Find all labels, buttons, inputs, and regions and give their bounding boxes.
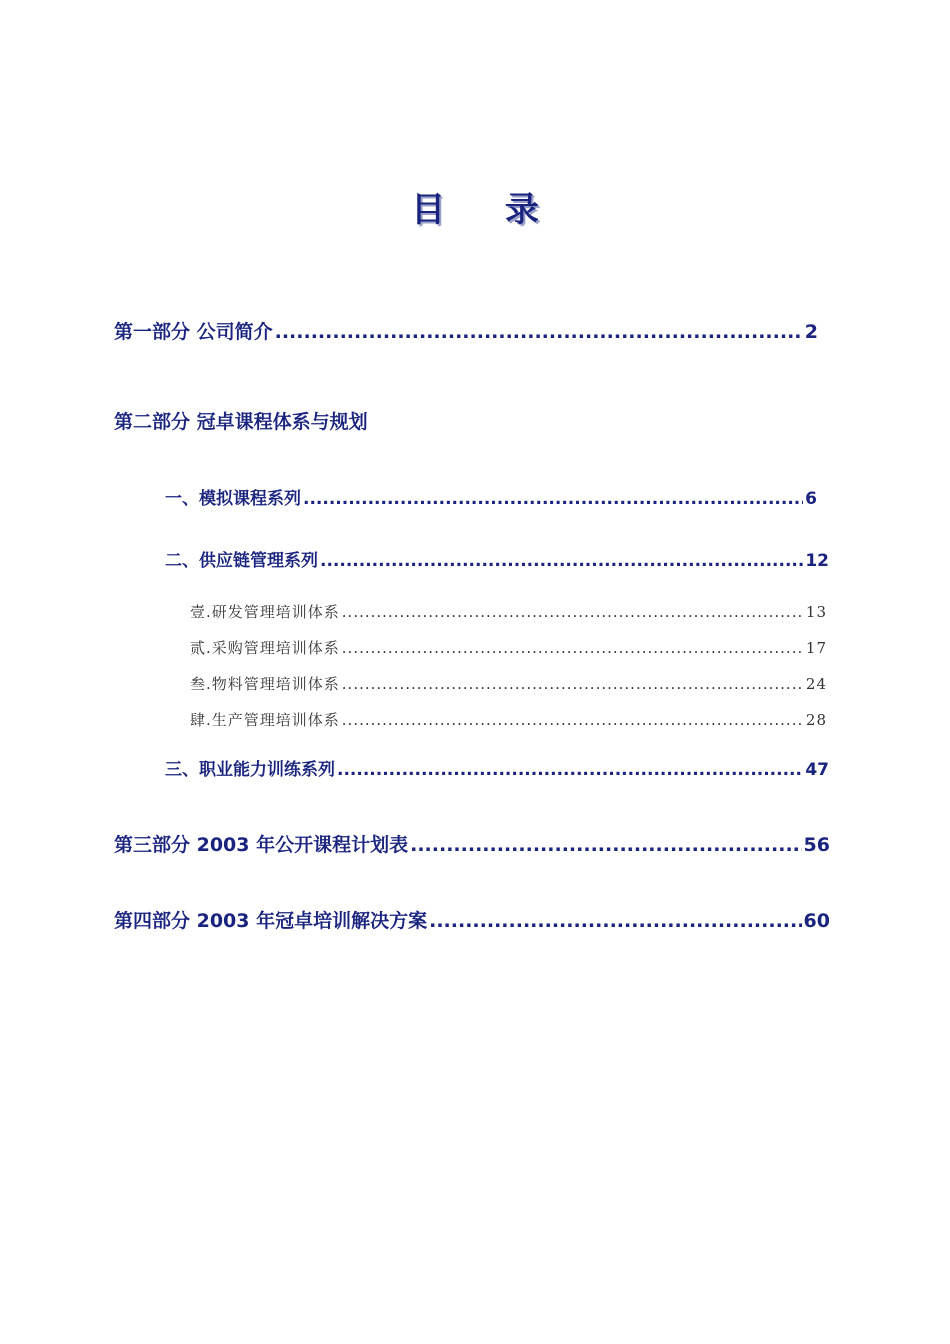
toc-entry-section2[interactable] [165,551,829,571]
toc-label: 贰.采购管理培训体系 [190,639,340,657]
toc-label: 肆.生产管理培训体系 [190,711,340,729]
page-title: 目 录 [411,190,563,230]
toc-entry-part4[interactable] [114,910,830,933]
toc-entry-subsection[interactable] [190,675,827,693]
toc-label: 一、模拟课程系列 [165,489,301,509]
toc-leader-dots [303,489,803,509]
toc-entry-part2[interactable]: 第二部分 冠卓课程体系与规划 [114,411,368,433]
toc-entry-subsection[interactable] [190,711,827,729]
toc-page-number: 24 [805,675,827,693]
toc-entry-part1[interactable] [114,321,818,344]
toc-label: 第四部分 2003 年冠卓培训解决方案 [114,910,428,932]
toc-entry-section3[interactable] [165,760,829,780]
toc-page-number: 60 [803,910,830,932]
toc-entry-subsection[interactable] [190,639,827,657]
toc-label: 壹.研发管理培训体系 [190,603,340,621]
toc-leader-dots [342,711,804,729]
toc-page-number: 56 [803,834,830,856]
toc-entry-section1[interactable] [165,489,817,509]
toc-label: 三、职业能力训练系列 [165,760,335,780]
toc-page-number: 2 [804,321,818,343]
toc-label: 二、供应链管理系列 [165,551,318,571]
toc-leader-dots [429,910,801,933]
toc-leader-dots [342,639,804,657]
toc-leader-dots [337,760,803,780]
toc-page-number: 47 [805,760,829,780]
toc-page-number: 13 [805,603,827,621]
toc-entry-part3[interactable] [114,834,830,857]
toc-page-number: 6 [805,489,817,509]
toc-entry-subsection[interactable] [190,603,827,621]
toc-page-number: 28 [805,711,827,729]
toc-label: 第三部分 2003 年公开课程计划表 [114,834,409,856]
toc-leader-dots [342,675,804,693]
toc-leader-dots [410,834,801,857]
toc-page-number: 17 [805,639,827,657]
toc-page-number: 12 [805,551,829,571]
toc-leader-dots [342,603,804,621]
toc-leader-dots [275,321,803,344]
toc-leader-dots [320,551,803,571]
toc-label: 叁.物料管理培训体系 [190,675,340,693]
toc-label: 第一部分 公司简介 [114,321,273,343]
